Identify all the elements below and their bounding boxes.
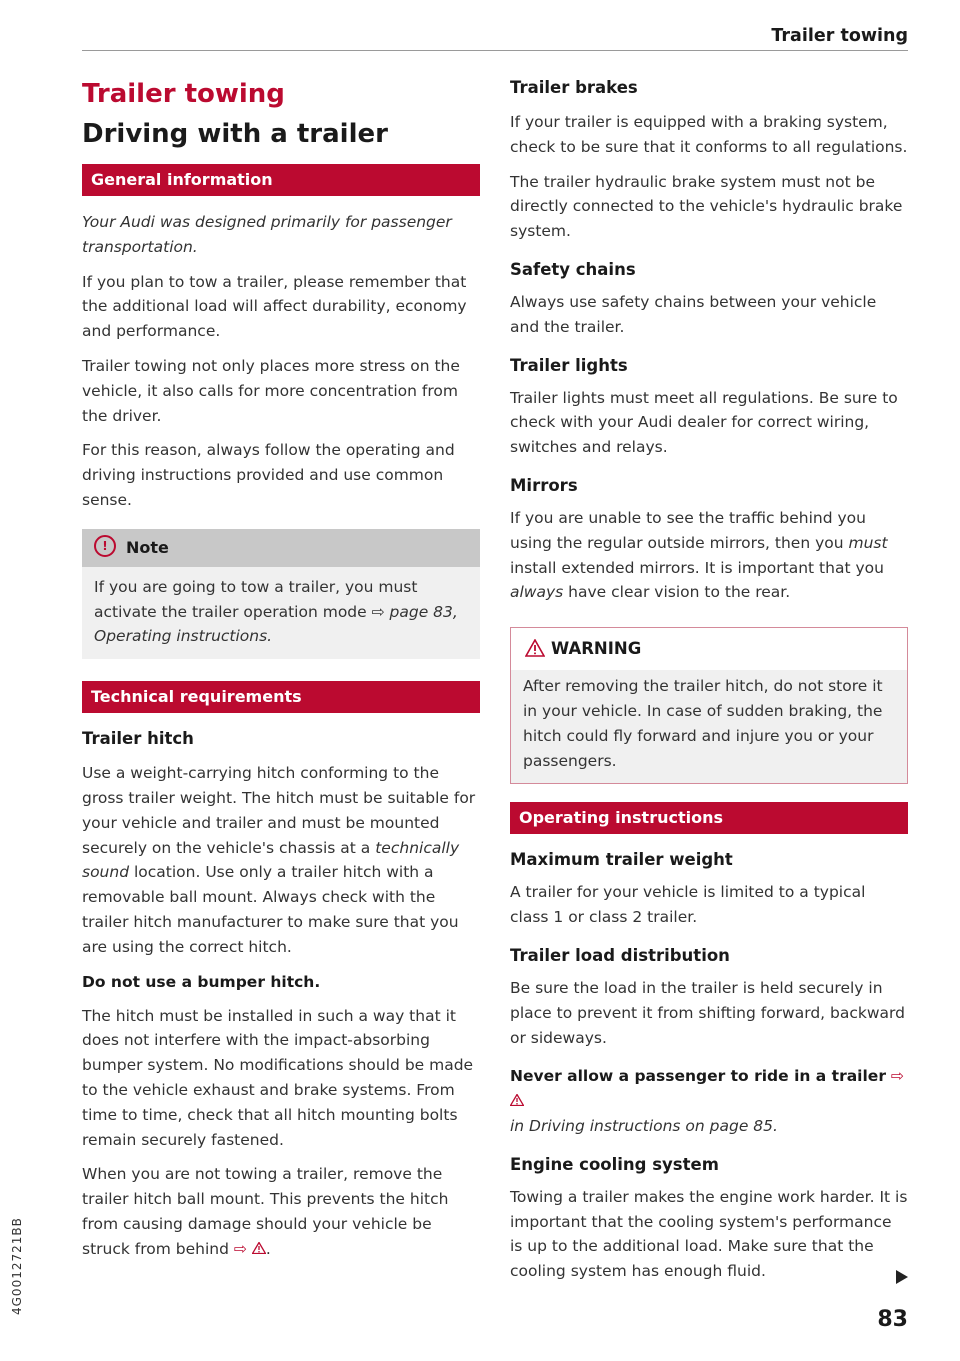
warning-text: After removing the trailer hitch, do not store it in your vehicle. In case of sudden braking, the hitch could fly forward and injure you or your passengers.: [523, 677, 883, 770]
reference-arrow: ⇨: [233, 1239, 247, 1258]
paragraph: Use a weight-carrying hitch conforming to the gross trailer weight. The hitch must be suitable for your vehicle and trailer and must be mounted securely on the vehicle's chassis at a technically sound location. Use only a trailer hitch with a removable ball mount. Always check with the trailer hitch manufacturer to make sure that you are using the correct hitch.: [82, 764, 476, 956]
paragraph: Always use safety chains between your vehicle and the trailer.: [510, 292, 877, 336]
paragraph: If you plan to tow a trailer, please remember that the additional load will affect durability, economy and performance.: [82, 272, 467, 341]
reference-arrow: ⇨: [890, 1067, 904, 1086]
general-information-heading: General information: [82, 164, 480, 196]
warning-icon[interactable]: [252, 1242, 266, 1254]
trailer-brakes-heading: Trailer brakes: [510, 78, 638, 97]
section-title: Trailer towing: [82, 79, 285, 109]
note-header: [82, 529, 480, 567]
paragraph: Be sure the load in the trailer is held securely in place to prevent it from shifting forward, backward or sideways.: [510, 978, 905, 1047]
technical-requirements-heading: Technical requirements: [82, 681, 480, 713]
page-reference-link[interactable]: in Driving instructions on page 85.: [510, 1116, 778, 1135]
note-title: Note: [126, 537, 169, 557]
note-box: [82, 529, 480, 659]
operating-instructions-heading: Operating instructions: [510, 802, 908, 834]
trailer-hitch-heading: Trailer hitch: [82, 729, 194, 749]
trailer-load-distribution-heading: Trailer load distribution: [510, 945, 730, 965]
bumper-hitch-heading: Do not use a bumper hitch.: [82, 972, 321, 991]
passenger-warning-paragraph: Never allow a passenger to ride in a trailer ⇨ in Driving instructions on page 85.: [510, 1067, 904, 1135]
warning-icon[interactable]: [510, 1094, 524, 1106]
intro-text: Your Audi was designed primarily for passenger transportation.: [82, 213, 452, 256]
paragraph: When you are not towing a trailer, remove the trailer hitch ball mount. This prevents the hitch from causing damage should your vehicle be struck from behind ⇨ .: [82, 1165, 449, 1258]
paragraph: Trailer lights must meet all regulations. Be sure to check with your Audi dealer for correct wiring, switches and relays.: [510, 388, 898, 457]
warning-title: WARNING: [551, 639, 642, 659]
paragraph: For this reason, always follow the operating and driving instructions provided and use common sense.: [82, 441, 455, 509]
warning-box: [510, 627, 908, 784]
mirrors-heading: Mirrors: [510, 475, 578, 495]
maximum-trailer-weight-heading: Maximum trailer weight: [510, 850, 733, 870]
info-icon: !: [94, 535, 116, 557]
running-header: Trailer towing: [771, 26, 908, 46]
left-column: [82, 72, 480, 1262]
paragraph: Towing a trailer makes the engine work harder. It is important that the cooling system's performance is up to the additional load. Make sure that the cooling system has enough fluid.: [510, 1187, 908, 1281]
paragraph: The trailer hydraulic brake system must not be directly connected to the vehicle's hydraulic brake system.: [510, 172, 903, 241]
note-text: If you are going to tow a trailer, you must activate the trailer operation mode ⇨ page 83, Operating instructions.: [94, 577, 458, 646]
side-code: 4G0012721BB: [10, 1217, 24, 1315]
page-number: 83: [877, 1307, 908, 1332]
warning-icon: [525, 639, 545, 657]
paragraph: If your trailer is equipped with a braking system, check to be sure that it conforms to all regulations.: [510, 113, 908, 156]
paragraph: If you are unable to see the traffic behind you using the regular outside mirrors, then you must install extended mirrors. It is important that you always have clear vision to the rear.: [510, 508, 888, 602]
engine-cooling-heading: Engine cooling system: [510, 1154, 719, 1174]
note-body: [82, 567, 480, 659]
trailer-lights-heading: Trailer lights: [510, 355, 628, 375]
safety-chains-heading: Safety chains: [510, 259, 636, 279]
paragraph: The hitch must be installed in such a way that it does not interfere with the impact-absorbing bumper system. No modifications should be made to the vehicle exhaust and brake systems. From time to time, check that all hitch mounting bolts remain securely fastened.: [82, 1006, 474, 1149]
paragraph: Trailer towing not only places more stress on the vehicle, it also calls for more concentration from the driver.: [82, 356, 460, 425]
paragraph: A trailer for your vehicle is limited to a typical class 1 or class 2 trailer.: [510, 883, 866, 927]
continue-arrow-icon: [896, 1270, 908, 1284]
top-rule: [82, 50, 908, 51]
right-column: [510, 72, 908, 1284]
page-reference-link[interactable]: ⇨ page 83, Operating instructions.: [94, 602, 458, 646]
subsection-title: Driving with a trailer: [82, 119, 388, 149]
warning-header: [511, 628, 907, 670]
warning-body: [511, 670, 907, 783]
